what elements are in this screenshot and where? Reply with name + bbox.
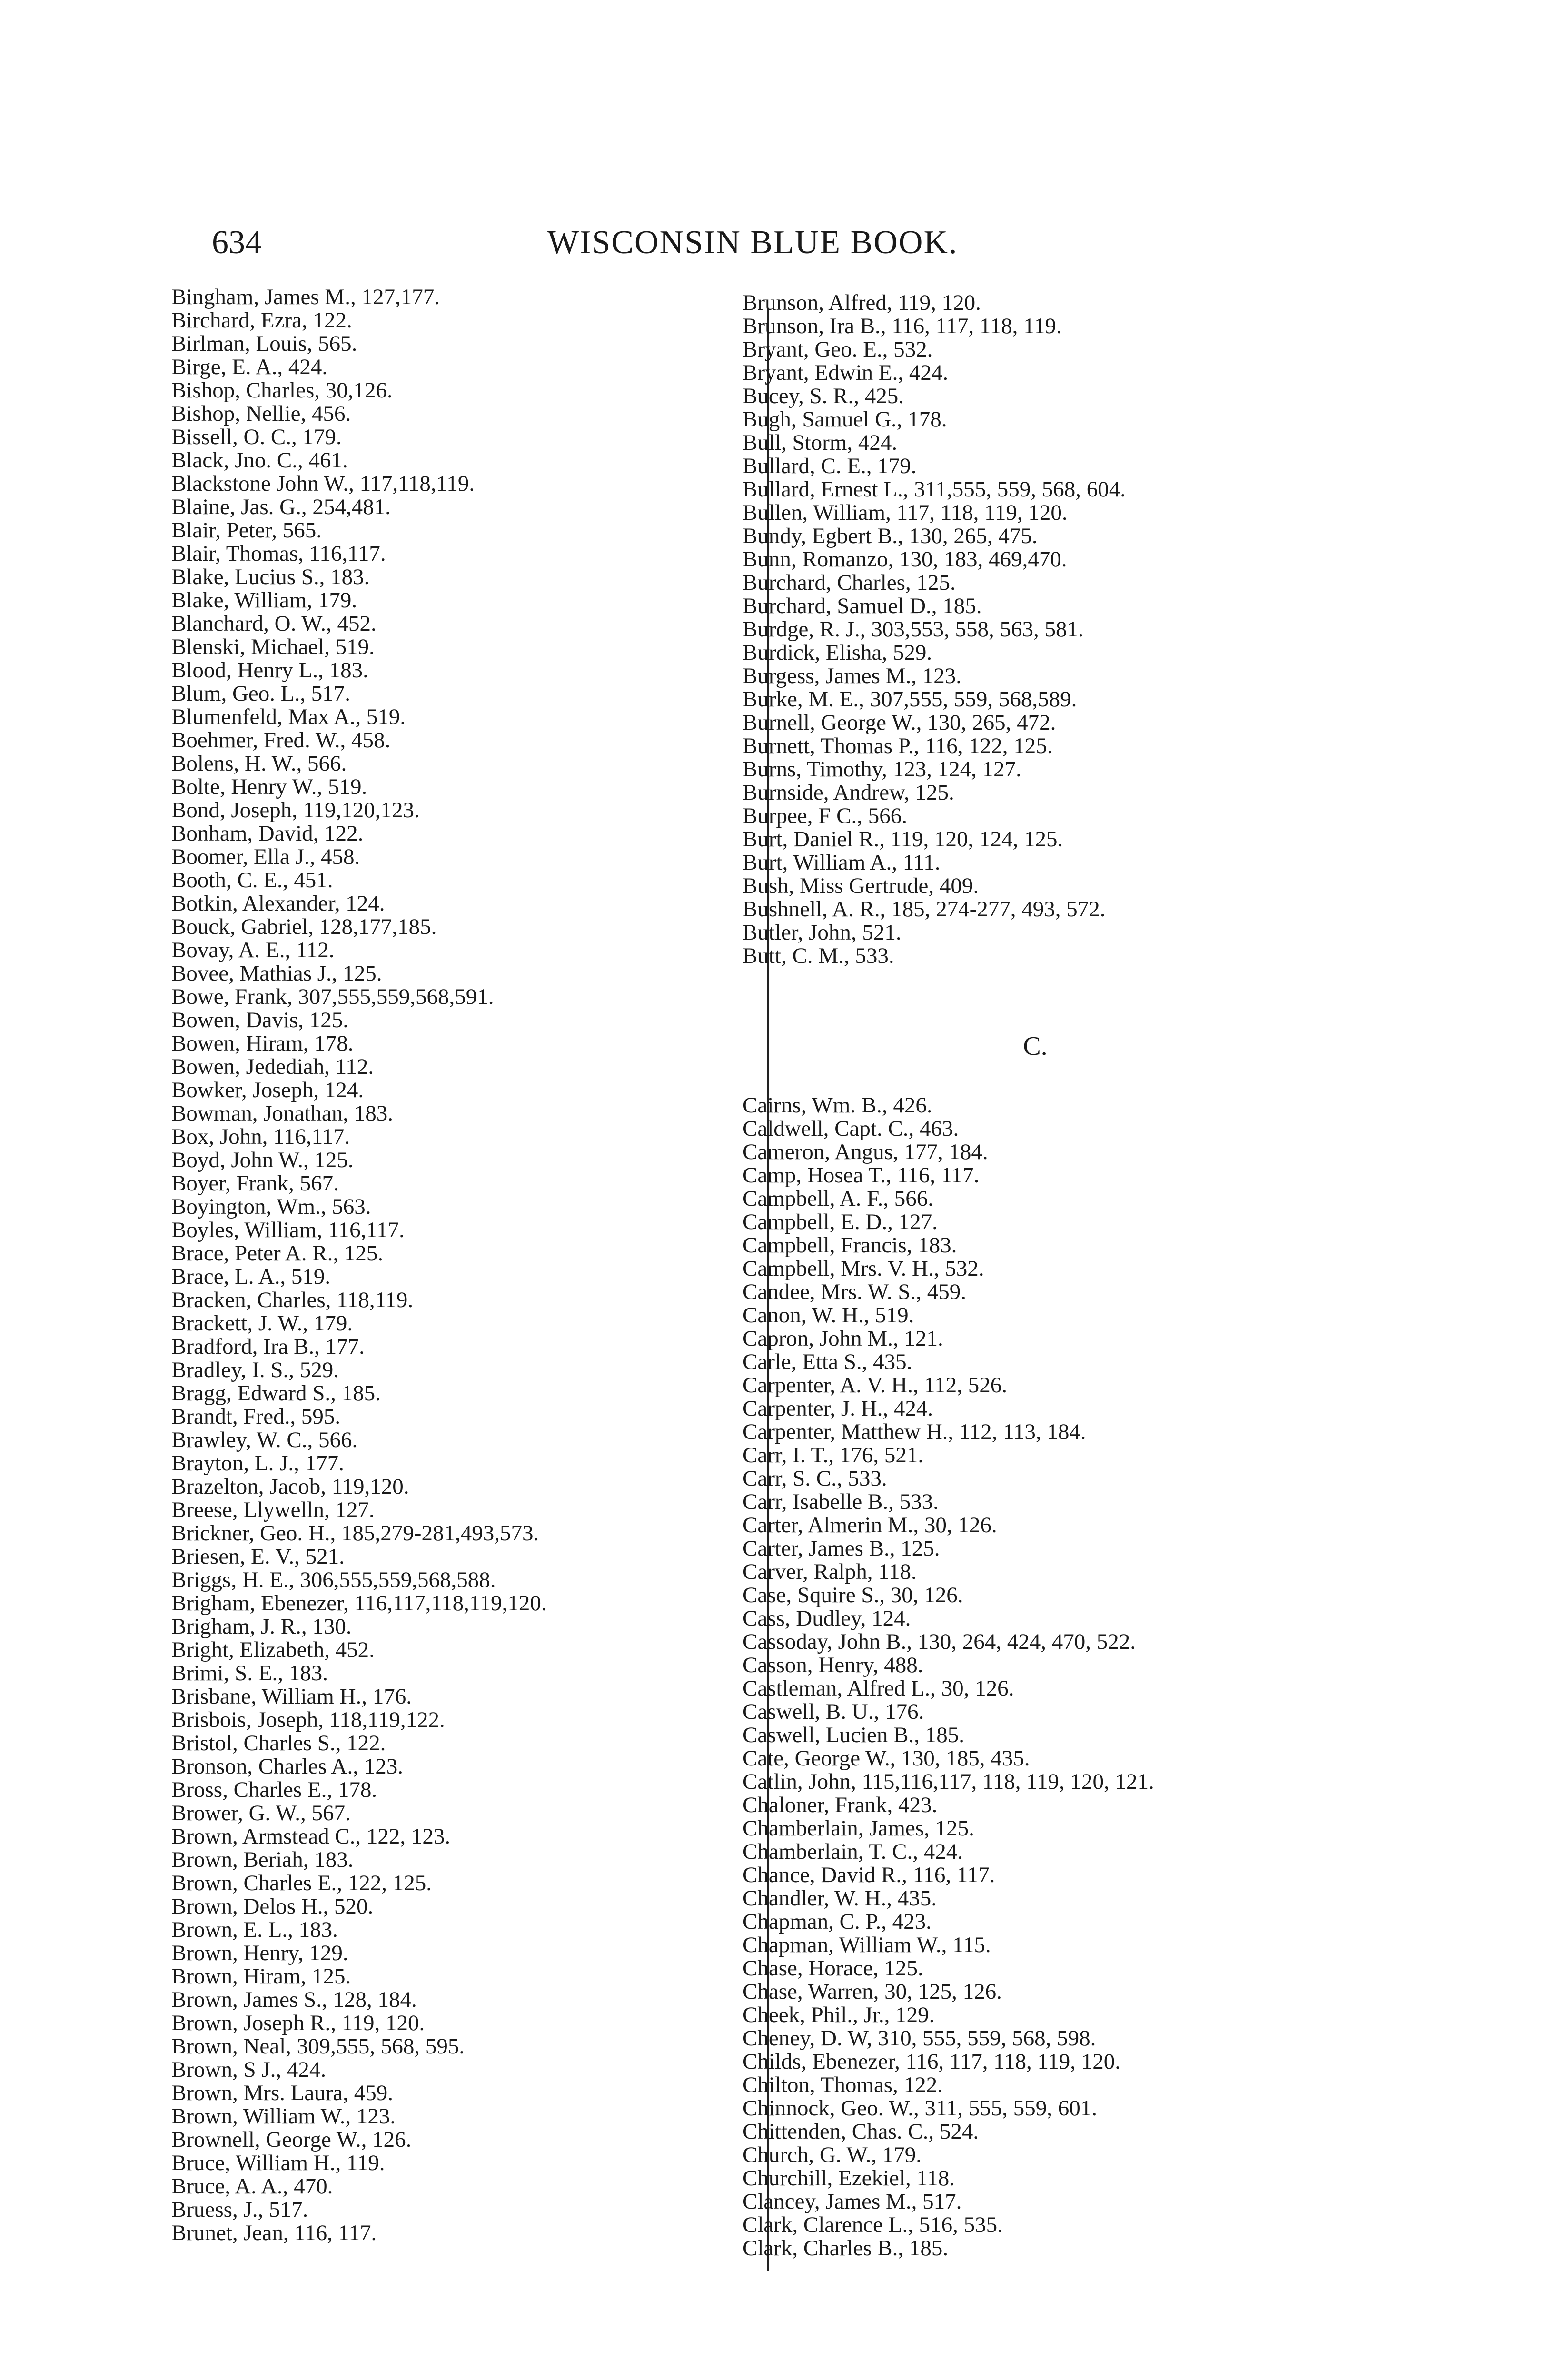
index-entry: Carter, James B., 125.	[743, 1536, 940, 1561]
index-entry: Burt, Daniel R., 119, 120, 124, 125.	[743, 827, 1063, 852]
index-entry: Butler, John, 521.	[743, 920, 902, 945]
index-entry: Brisbois, Joseph, 118,119,122.	[171, 1707, 445, 1732]
index-entry: Bushnell, A. R., 185, 274-277, 493, 572.	[743, 897, 1106, 922]
index-section-c	[743, 1094, 1290, 2260]
index-entry: Brown, Delos H., 520.	[171, 1894, 374, 1919]
index-entry: Booth, C. E., 451.	[171, 868, 333, 892]
index-entry: Brandt, Fred., 595.	[171, 1404, 341, 1429]
index-entry: Bradford, Ira B., 177.	[171, 1334, 365, 1359]
index-entry: Brown, James S., 128, 184.	[171, 1987, 417, 2012]
index-entry: Blanchard, O. W., 452.	[171, 611, 377, 636]
index-entry: Bullen, William, 117, 118, 119, 120.	[743, 500, 1068, 525]
index-entry: Cairns, Wm. B., 426.	[743, 1093, 932, 1118]
index-entry: Brigham, J. R., 130.	[171, 1614, 352, 1639]
index-entry: Clark, Clarence L., 516, 535.	[743, 2212, 1003, 2237]
index-entry: Chance, David R., 116, 117.	[743, 1863, 995, 1887]
index-entry: Carle, Etta S., 435.	[743, 1349, 912, 1374]
index-entry: Bonham, David, 122.	[171, 821, 364, 846]
page-number: 634	[212, 224, 262, 261]
index-entry: Bovay, A. E., 112.	[171, 938, 335, 962]
index-entry: Blake, Lucius S., 183.	[171, 565, 370, 589]
index-entry: Bishop, Charles, 30,126.	[171, 378, 393, 403]
index-entry: Brown, Charles E., 122, 125.	[171, 1871, 432, 1895]
index-entry: Bolte, Henry W., 519.	[171, 774, 367, 799]
index-entry: Brickner, Geo. H., 185,279-281,493,573.	[171, 1521, 539, 1546]
index-entry: Burgess, James M., 123.	[743, 664, 961, 688]
index-entry: Bruess, J., 517.	[171, 2197, 308, 2222]
index-entry: Boyer, Frank, 567.	[171, 1171, 339, 1196]
index-entry: Brunson, Ira B., 116, 117, 118, 119.	[743, 314, 1062, 338]
index-entry: Brown, Neal, 309,555, 568, 595.	[171, 2034, 465, 2059]
index-entry: Bruce, William H., 119.	[171, 2151, 385, 2175]
running-title: WISCONSIN BLUE BOOK.	[547, 224, 958, 261]
index-entry: Church, G. W., 179.	[743, 2142, 922, 2167]
index-entry: Case, Squire S., 30, 126.	[743, 1583, 963, 1607]
index-entry: Carpenter, Matthew H., 112, 113, 184.	[743, 1419, 1086, 1444]
index-entry: Blum, Geo. L., 517.	[171, 681, 350, 706]
index-entry: Burke, M. E., 307,555, 559, 568,589.	[743, 687, 1077, 712]
index-entry: Bowe, Frank, 307,555,559,568,591.	[171, 984, 494, 1009]
index-entry: Brown, William W., 123.	[171, 2104, 396, 2129]
index-entry: Bovee, Mathias J., 125.	[171, 961, 382, 986]
index-entry: Brower, G. W., 567.	[171, 1801, 351, 1825]
index-entry: Campbell, Francis, 183.	[743, 1233, 957, 1258]
index-entry: Burchard, Charles, 125.	[743, 570, 956, 595]
index-entry: Bruce, A. A., 470.	[171, 2174, 333, 2199]
index-entry: Canon, W. H., 519.	[743, 1303, 914, 1328]
index-entry: Brunson, Alfred, 119, 120.	[743, 290, 981, 315]
index-entry: Candee, Mrs. W. S., 459.	[743, 1279, 966, 1304]
index-entry: Bragg, Edward S., 185.	[171, 1381, 381, 1406]
section-letter: C.	[1023, 1031, 1048, 1061]
index-entry: Bucey, S. R., 425.	[743, 384, 904, 408]
index-entry: Cheek, Phil., Jr., 129.	[743, 2003, 935, 2027]
index-entry: Brace, L. A., 519.	[171, 1264, 331, 1289]
index-entry: Bradley, I. S., 529.	[171, 1358, 339, 1382]
index-entry: Bowen, Jedediah, 112.	[171, 1054, 374, 1079]
index-entry: Carpenter, J. H., 424.	[743, 1396, 933, 1421]
index-entry: Blenski, Michael, 519.	[171, 635, 375, 659]
index-entry: Brown, Armstead C., 122, 123.	[171, 1824, 451, 1849]
index-entry: Boyles, William, 116,117.	[171, 1218, 405, 1242]
index-entry: Blaine, Jas. G., 254,481.	[171, 495, 391, 519]
index-entry: Boyd, John W., 125.	[171, 1148, 354, 1172]
index-entry: Carr, S. C., 533.	[743, 1466, 887, 1491]
index-entry: Blackstone John W., 117,118,119.	[171, 471, 475, 496]
index-entry: Bullard, Ernest L., 311,555, 559, 568, 604.	[743, 477, 1126, 502]
index-entry: Burpee, F C., 566.	[743, 803, 907, 828]
index-entry: Brown, Hiram, 125.	[171, 1964, 351, 1989]
index-entry: Butt, C. M., 533.	[743, 943, 894, 968]
index-entry: Brigham, Ebenezer, 116,117,118,119,120.	[171, 1591, 547, 1616]
index-entry: Burns, Timothy, 123, 124, 127.	[743, 757, 1021, 782]
index-entry: Capron, John M., 121.	[743, 1326, 943, 1351]
index-entry: Blake, William, 179.	[171, 588, 357, 613]
index-entry: Brayton, L. J., 177.	[171, 1451, 344, 1476]
index-entry: Blumenfeld, Max A., 519.	[171, 704, 406, 729]
index-entry: Breese, Llywelln, 127.	[171, 1497, 375, 1522]
index-entry: Cassoday, John B., 130, 264, 424, 470, 522.	[743, 1629, 1136, 1654]
index-entry: Caswell, Lucien B., 185.	[743, 1723, 965, 1747]
index-entry: Brownell, George W., 126.	[171, 2127, 412, 2152]
index-entry: Brace, Peter A. R., 125.	[171, 1241, 384, 1266]
index-entry: Chaloner, Frank, 423.	[743, 1793, 938, 1817]
index-entry: Bissell, O. C., 179.	[171, 425, 342, 449]
index-entry: Bryant, Edwin E., 424.	[743, 360, 949, 385]
index-entry: Birlman, Louis, 565.	[171, 331, 357, 356]
index-entry: Chamberlain, James, 125.	[743, 1816, 974, 1841]
index-entry: Childs, Ebenezer, 116, 117, 118, 119, 120.	[743, 2049, 1120, 2074]
index-entry: Bishop, Nellie, 456.	[171, 401, 351, 426]
index-entry: Chase, Warren, 30, 125, 126.	[743, 1979, 1002, 2004]
index-entry: Clark, Charles B., 185.	[743, 2236, 949, 2261]
index-entry: Brawley, W. C., 566.	[171, 1428, 358, 1452]
index-entry: Burdick, Elisha, 529.	[743, 640, 932, 665]
index-entry: Boyington, Wm., 563.	[171, 1194, 371, 1219]
index-entry: Boomer, Ella J., 458.	[171, 844, 360, 869]
index-entry: Chinnock, Geo. W., 311, 555, 559, 601.	[743, 2096, 1098, 2121]
index-entry: Brown, E. L., 183.	[171, 1917, 338, 1942]
index-entry: Burnside, Andrew, 125.	[743, 780, 954, 805]
index-column-right	[743, 291, 1290, 2260]
index-entry: Burnett, Thomas P., 116, 122, 125.	[743, 734, 1053, 758]
index-entry: Brown, Henry, 129.	[171, 1941, 348, 1965]
index-entry: Bristol, Charles S., 122.	[171, 1731, 386, 1755]
index-entry: Bross, Charles E., 178.	[171, 1777, 377, 1802]
index-entry: Burnell, George W., 130, 265, 472.	[743, 710, 1056, 735]
index-entry: Brimi, S. E., 183.	[171, 1661, 328, 1686]
index-entry: Caswell, B. U., 176.	[743, 1699, 924, 1724]
index-entry: Chase, Horace, 125.	[743, 1956, 923, 1981]
index-entry: Chandler, W. H., 435.	[743, 1886, 937, 1911]
index-entry: Carver, Ralph, 118.	[743, 1559, 917, 1584]
index-entry: Bowen, Davis, 125.	[171, 1008, 349, 1032]
index-entry: Chittenden, Chas. C., 524.	[743, 2119, 979, 2144]
index-column-left	[171, 286, 733, 2245]
index-entry: Bouck, Gabriel, 128,177,185.	[171, 914, 437, 939]
index-entry: Birchard, Ezra, 122.	[171, 308, 352, 333]
index-entry: Briesen, E. V., 521.	[171, 1544, 345, 1569]
index-entry: Bowman, Jonathan, 183.	[171, 1101, 394, 1126]
index-entry: Black, Jno. C., 461.	[171, 448, 348, 473]
index-entry: Campbell, Mrs. V. H., 532.	[743, 1256, 984, 1281]
index-entry: Bracken, Charles, 118,119.	[171, 1288, 414, 1312]
index-entry: Briggs, H. E., 306,555,559,568,588.	[171, 1567, 496, 1592]
index-entry: Cheney, D. W, 310, 555, 559, 568, 598.	[743, 2026, 1096, 2051]
index-entry: Burt, William A., 111.	[743, 850, 941, 875]
index-entry: Bundy, Egbert B., 130, 265, 475.	[743, 524, 1038, 548]
index-entry: Caldwell, Capt. C., 463.	[743, 1116, 959, 1141]
index-entry: Carr, I. T., 176, 521.	[743, 1443, 924, 1468]
index-entry: Chilton, Thomas, 122.	[743, 2073, 943, 2097]
index-entry: Birge, E. A., 424.	[171, 355, 328, 379]
index-entry: Box, John, 116,117.	[171, 1124, 350, 1149]
index-entry: Brunet, Jean, 116, 117.	[171, 2221, 377, 2245]
index-entry: Burchard, Samuel D., 185.	[743, 594, 982, 618]
index-entry: Bronson, Charles A., 123.	[171, 1754, 403, 1779]
index-entry: Castleman, Alfred L., 30, 126.	[743, 1676, 1014, 1701]
index-entry: Cate, George W., 130, 185, 435.	[743, 1746, 1030, 1771]
index-entry: Bright, Elizabeth, 452.	[171, 1637, 375, 1662]
index-entry: Chapman, C. P., 423.	[743, 1909, 932, 1934]
index-entry: Bull, Storm, 424.	[743, 430, 898, 455]
index-entry: Bowker, Joseph, 124.	[171, 1078, 364, 1102]
index-entry: Botkin, Alexander, 124.	[171, 891, 385, 916]
index-entry: Boehmer, Fred. W., 458.	[171, 728, 391, 753]
page-header	[0, 209, 1546, 276]
index-entry: Clancey, James M., 517.	[743, 2189, 962, 2214]
index-entry: Carr, Isabelle B., 533.	[743, 1489, 939, 1514]
index-entry: Blair, Thomas, 116,117.	[171, 541, 386, 566]
index-entry: Brackett, J. W., 179.	[171, 1311, 353, 1336]
index-entry: Bond, Joseph, 119,120,123.	[171, 798, 420, 823]
index-entry: Chapman, William W., 115.	[743, 1933, 991, 1957]
index-entry: Blair, Peter, 565.	[171, 518, 322, 543]
index-entry: Cameron, Angus, 177, 184.	[743, 1140, 988, 1164]
index-entry: Brown, Beriah, 183.	[171, 1847, 354, 1872]
index-entry: Bingham, James M., 127,177.	[171, 285, 440, 309]
index-entry: Chamberlain, T. C., 424.	[743, 1839, 963, 1864]
index-entry: Bullard, C. E., 179.	[743, 454, 917, 478]
index-entry: Brisbane, William H., 176.	[171, 1684, 412, 1709]
index-entry: Carpenter, A. V. H., 112, 526.	[743, 1373, 1007, 1398]
index-entry: Carter, Almerin M., 30, 126.	[743, 1513, 997, 1537]
index-entry: Bolens, H. W., 566.	[171, 751, 347, 776]
index-entry: Bugh, Samuel G., 178.	[743, 407, 947, 432]
index-entry: Bowen, Hiram, 178.	[171, 1031, 354, 1056]
index-entry: Brown, Joseph R., 119, 120.	[171, 2011, 425, 2035]
index-entry: Churchill, Ezekiel, 118.	[743, 2166, 955, 2191]
index-entry: Brown, Mrs. Laura, 459.	[171, 2081, 394, 2105]
index-entry: Brown, S J., 424.	[171, 2057, 327, 2082]
index-entry: Campbell, A. F., 566.	[743, 1186, 933, 1211]
index-entry: Catlin, John, 115,116,117, 118, 119, 120, 121.	[743, 1769, 1154, 1794]
index-entry: Campbell, E. D., 127.	[743, 1210, 938, 1234]
index-entry: Brazelton, Jacob, 119,120.	[171, 1474, 409, 1499]
index-entry: Casson, Henry, 488.	[743, 1653, 923, 1677]
index-entry: Cass, Dudley, 124.	[743, 1606, 911, 1631]
index-entry: Camp, Hosea T., 116, 117.	[743, 1163, 980, 1188]
index-entry: Burdge, R. J., 303,553, 558, 563, 581.	[743, 617, 1084, 642]
index-section-b-continued	[743, 291, 1290, 968]
index-entry: Blood, Henry L., 183.	[171, 658, 368, 683]
index-entry: Bunn, Romanzo, 130, 183, 469,470.	[743, 547, 1067, 572]
index-entry: Bush, Miss Gertrude, 409.	[743, 873, 979, 898]
index-entry: Bryant, Geo. E., 532.	[743, 337, 933, 362]
